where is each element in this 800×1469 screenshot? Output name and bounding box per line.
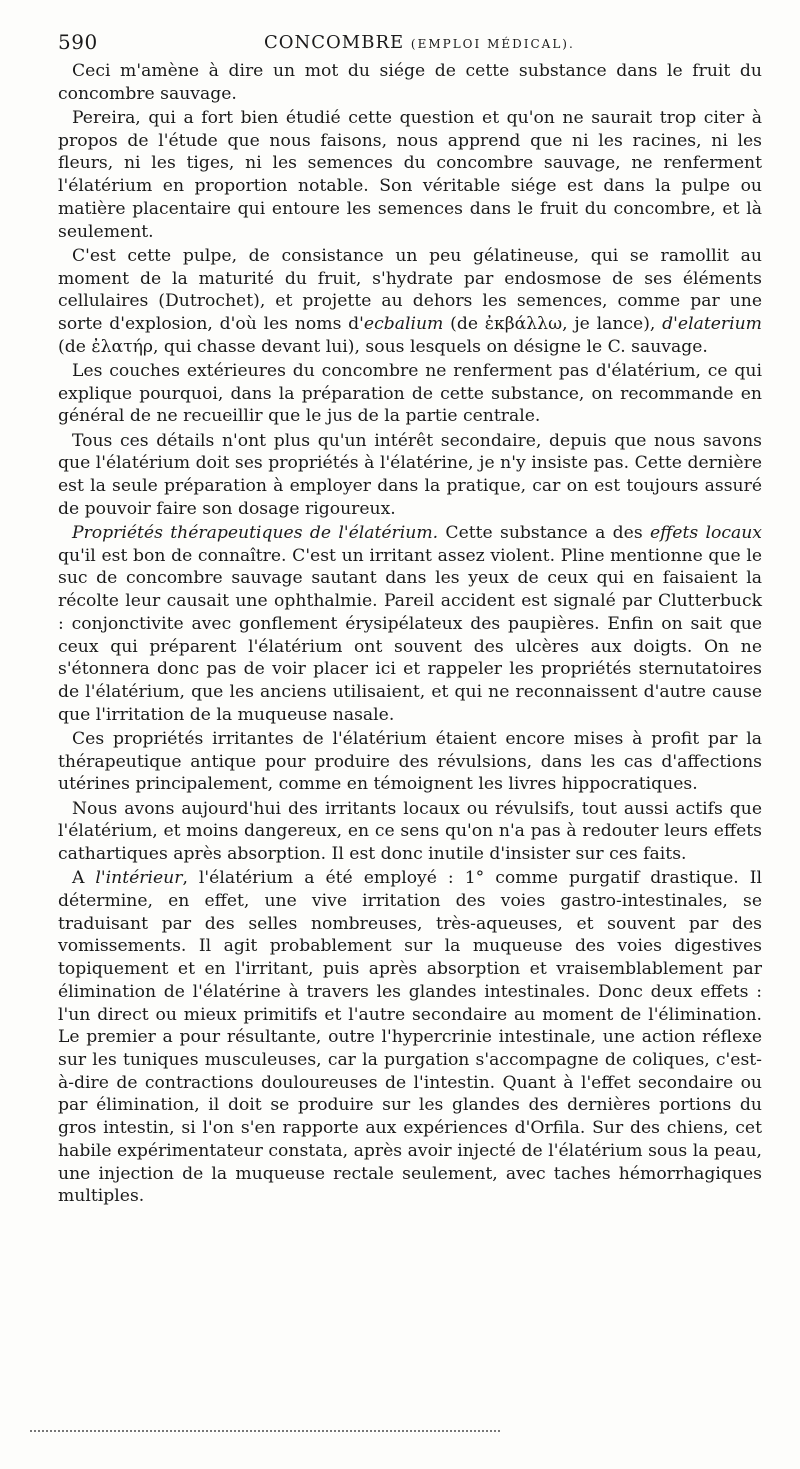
text-run: Pereira, qui a fort bien étudié cette question et qu'on ne saurait trop citer à propos de l'étude que nous faisons, nous apprend que ni les racines, ni les fleurs, ni les tiges, ni les semences du concombre sauvage, ne renferment l'élatérium en proportion notable. Son véritable siége est dans la pulpe ou matière placentaire qui entoure les semences dans le fruit du concombre, et là seulement. xyxy=(58,108,762,242)
italic-text: ecbalium xyxy=(363,313,444,334)
running-title-main: CONCOMBRE xyxy=(264,32,405,53)
running-title xyxy=(264,32,575,53)
paragraph-p4 xyxy=(58,360,762,428)
text-run: Nous avons aujourd'hui des irritants locaux ou révulsifs, tout aussi actifs que l'élatérium, et moins dangereux, en ce sens qu'on n'a pas à redouter leurs effets cathartiques après absorption. Il est donc inutile d'insister sur ces faits. xyxy=(58,798,762,865)
italic-text: l'intérieur xyxy=(95,868,183,889)
body-text xyxy=(58,60,762,1210)
text-run: (de ἐλατήρ, qui chasse devant lui), sous lesquels on désigne le C. sauvage. xyxy=(58,336,708,357)
text-run: Ceci m'amène à dire un mot du siége de cette substance dans le fruit du concombre sauvage. xyxy=(58,61,762,104)
page-header xyxy=(58,30,756,60)
text-run: A xyxy=(72,868,96,889)
paragraph-p2 xyxy=(58,107,762,243)
text-run: , l'élatérium a été employé : 1° comme purgatif drastique. Il détermine, en effet, une vive irritation des voies gastro-intestinales, se traduisant par des selles nombreuses, très-aqueuses, et souvent par des vomissements. Il agit probablement sur la muqueuse des voies digestives topiquement et en l'irritant, puis après absorption et vraisemblablement par élimination de l'élatérine à travers les glandes intestinales. Donc deux effets : l'un direct ou mieux primitifs et l'autre secondaire au moment de l'élimination. Le premier a pour résultante, outre l'hypercrinie intestinale, une action réflexe sur les tuniques musculeuses, car la purgation s'accompagne de coliques, c'est-à-dire de contractions douloureuses de l'intestin. Quant à l'effet secondaire ou par élimination, il doit se produire sur les glandes des dernières portions du gros intestin, si l'on s'en rapporte aux expériences d'Orfila. Sur des chiens, cet habile expérimentateur constata, après avoir injecté de l'élatérium sous la peau, une injection de la muqueuse rectale seulement, avec taches hémorrhagiques multiples. xyxy=(58,868,762,1207)
text-run: Les couches extérieures du concombre ne renferment pas d'élatérium, ce qui explique pourquoi, dans la préparation de cette substance, on recommande en général de ne recueillir que le jus de la partie centrale. xyxy=(58,360,762,427)
text-run: (de ἐκβάλλω, je lance), xyxy=(443,313,663,334)
text-run: C'est cette pulpe, de consistance un peu gélatineuse, qui se ramollit au moment de la maturité du fruit, s'hydrate par endosmose de ses éléments cellulaires (Dutrochet), et projette au dehors les semences, comme par une sorte d'explosion, d'où les noms d' xyxy=(58,245,762,334)
italic-text: Propriétés thérapeutiques de l'élatérium. xyxy=(72,523,439,544)
italic-text: d'elaterium xyxy=(662,313,762,334)
paragraph-p8 xyxy=(58,798,762,866)
text-run: qu'il est bon de connaître. C'est un irritant assez violent. Pline mentionne que le suc de concombre sauvage sautant dans les yeux de ceux qui en faisaient la récolte leur causait une ophthalmie. Pareil accident est signalé par Clutterbuck : conjonctivite avec gonflement érysipélateux des paupières. Enfin on sait que ceux qui préparent l'élatérium ont souvent des ulcères aux doigts. On ne s'étonnera donc pas de voir placer ici et rappeler les propriétés sternutatoires de l'élatérium, que les anciens utilisaient, et qui ne reconnaissent d'autre cause que l'irritation de la muqueuse nasale. xyxy=(58,545,762,725)
text-run: Ces propriétés irritantes de l'élatérium étaient encore mises à profit par la thérapeutique antique pour produire des révulsions, dans les cas d'affections utérines principalement, comme en témoignent les livres hippocratiques. xyxy=(58,728,762,795)
paragraph-p9 xyxy=(58,867,762,1208)
text-run: Tous ces détails n'ont plus qu'un intérêt secondaire, depuis que nous savons que l'élatérium doit ses propriétés à l'élatérine, je n'y insiste pas. Cette dernière est la seule préparation à employer dans la pratique, car on est toujours assuré de pouvoir faire son dosage rigoureux. xyxy=(58,430,762,519)
paragraph-p7 xyxy=(58,728,762,796)
paragraph-p3 xyxy=(58,245,762,359)
footer-dotted-rule xyxy=(30,1430,500,1432)
italic-text: effets locaux xyxy=(649,523,762,544)
page-number: 590 xyxy=(58,30,98,54)
text-run: Cette substance a des xyxy=(438,523,650,544)
running-title-subtitle: (EMPLOI MÉDICAL). xyxy=(410,37,575,51)
paragraph-p1 xyxy=(58,60,762,105)
paragraph-p5 xyxy=(58,430,762,521)
paragraph-p6 xyxy=(58,522,762,726)
